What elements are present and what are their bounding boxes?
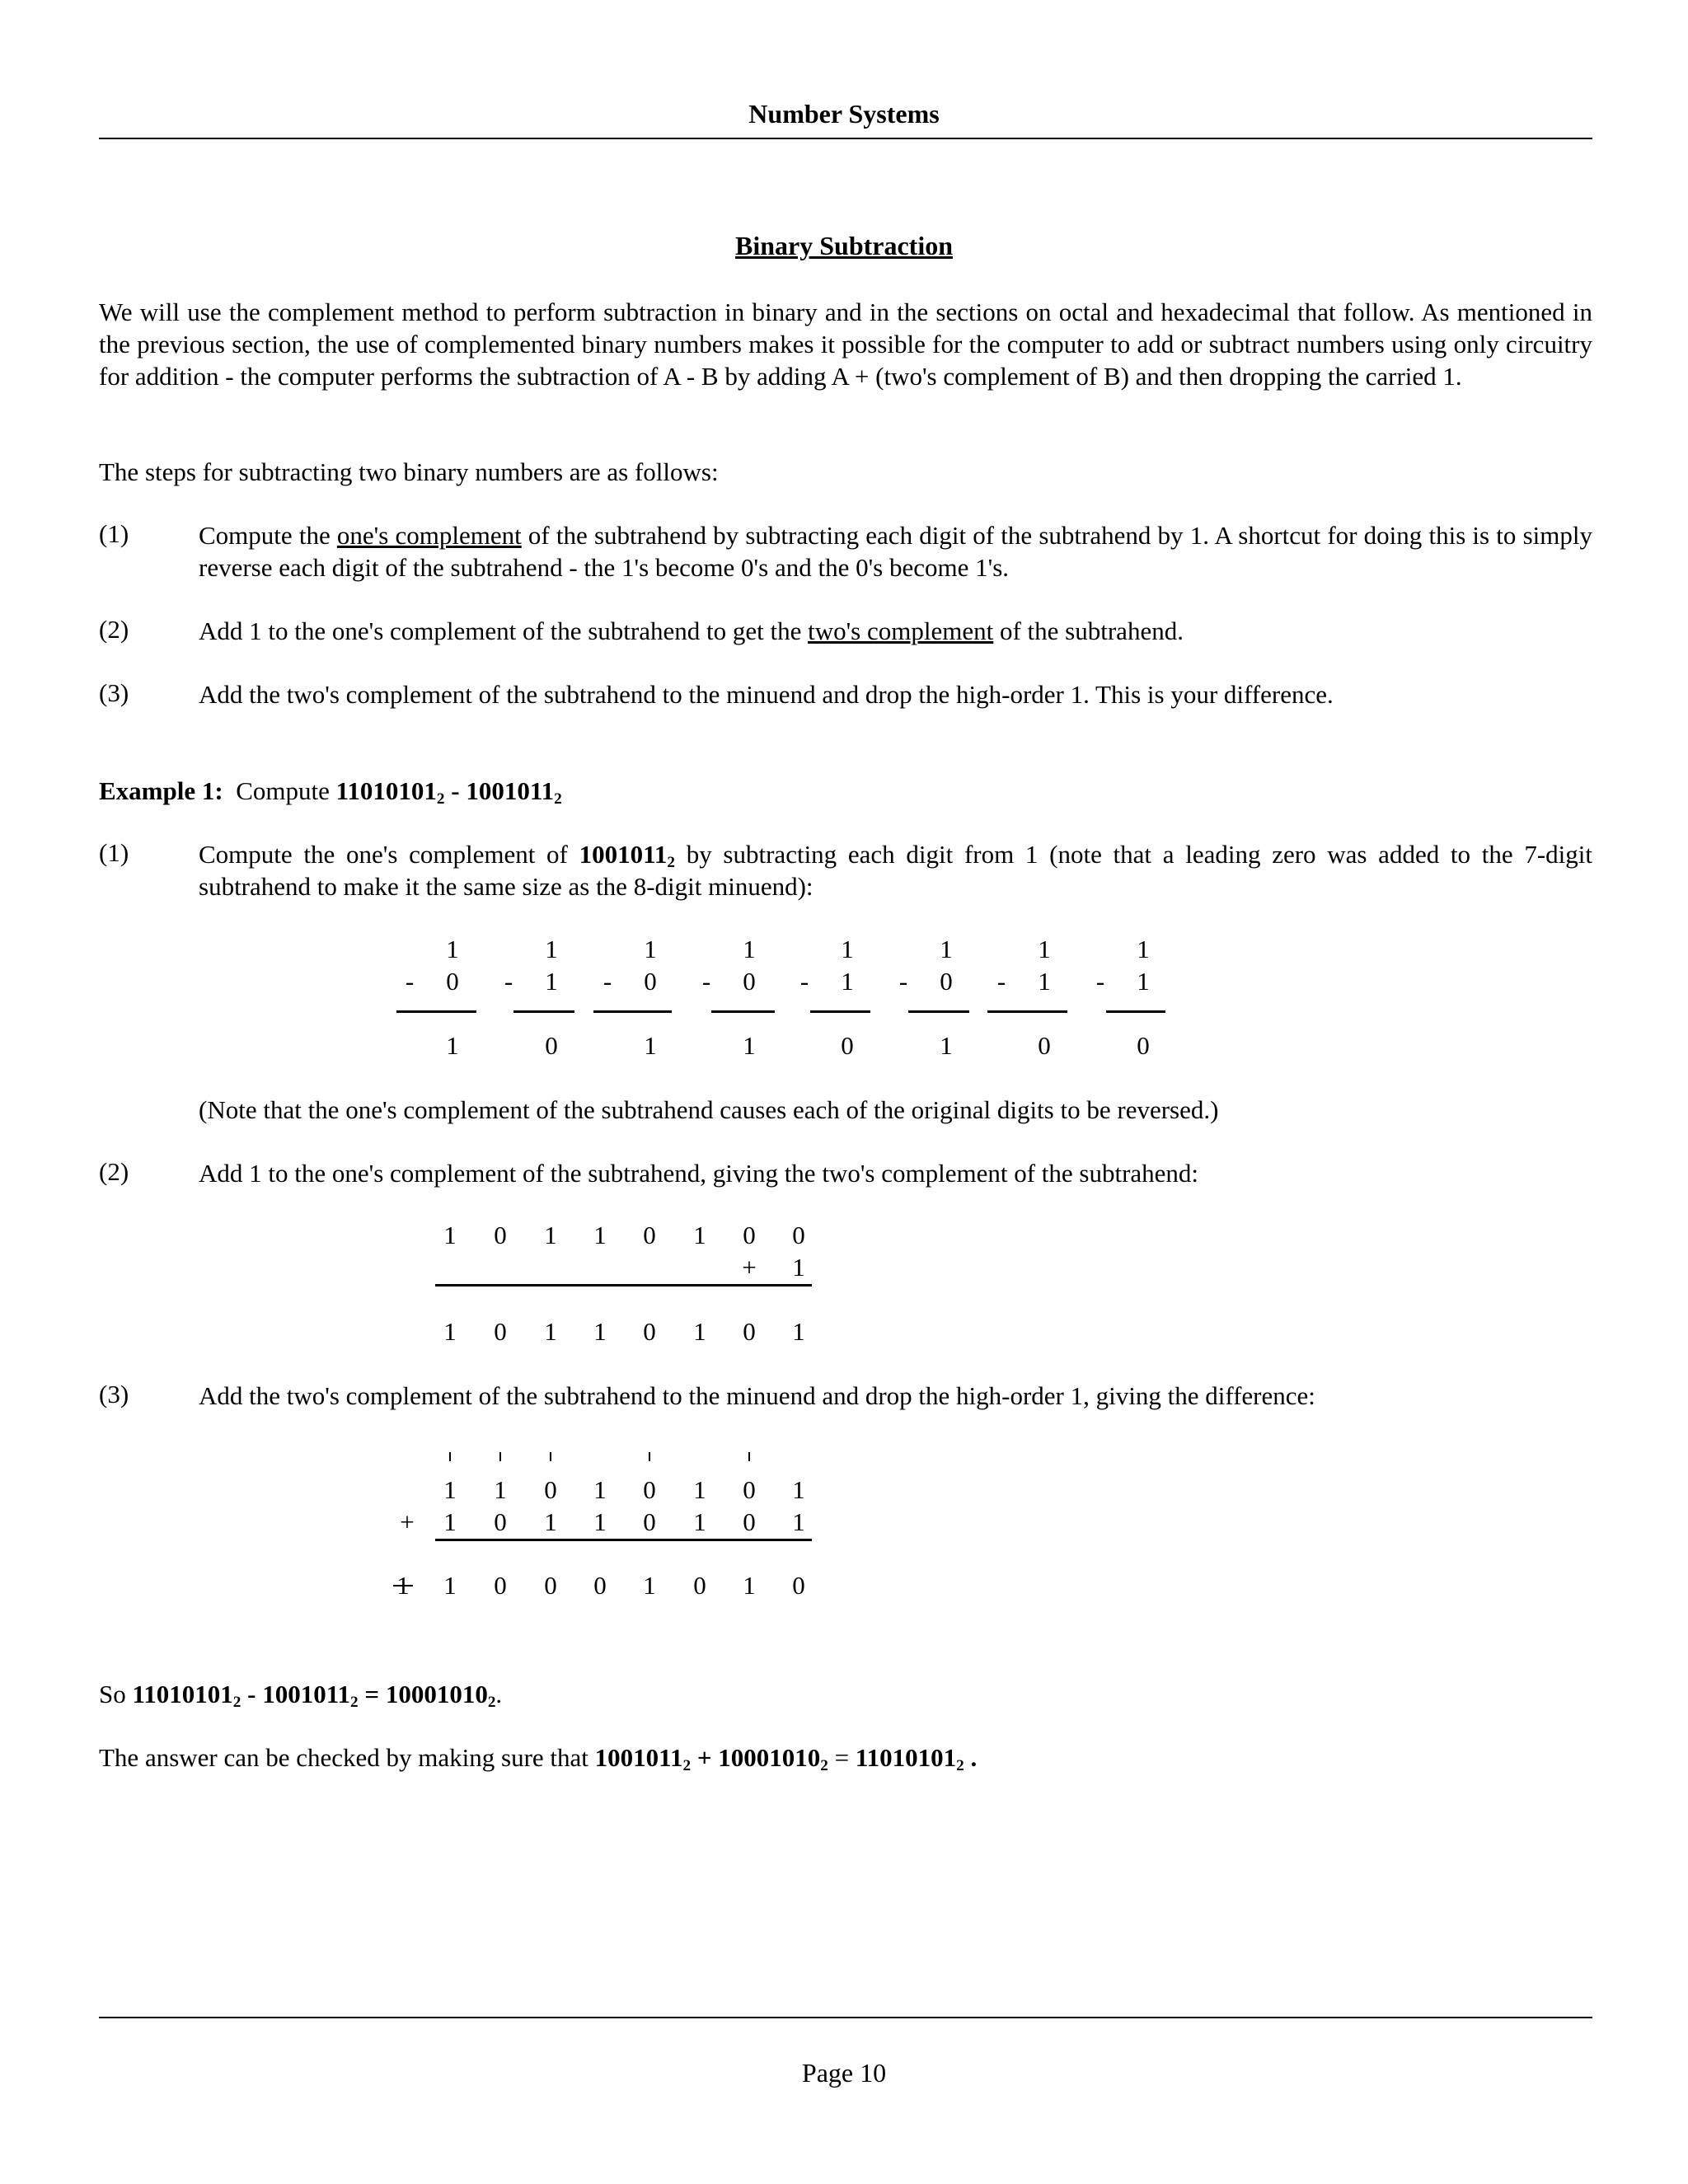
twos-complement-digit: 1	[693, 1317, 706, 1346]
footer-rule	[99, 2017, 1592, 2018]
subtrahend-digit: 1	[545, 967, 558, 996]
difference-rule	[593, 1010, 672, 1013]
step-2-text: Add 1 to the one's complement of the subtrahend to get the two's complement of the subtrahend.	[199, 616, 1184, 645]
ones-complement-digit: 1	[743, 1031, 756, 1060]
step-1-text: Compute the one's complement of the subtrahend by subtracting each digit of the subtrahend by 1. A shortcut for doing this is to simply reverse each digit of the subtrahend - the 1's become 0's and the 0's become 1's.	[199, 521, 1592, 582]
minuend-digit: 1	[693, 1475, 706, 1504]
carry-mark	[499, 1452, 501, 1461]
twos-complement-digit: 1	[544, 1317, 557, 1346]
ones-complement-digit: 0	[792, 1221, 805, 1249]
twos-complement-digit: 1	[792, 1317, 805, 1346]
twos-complement-digit: 0	[743, 1317, 756, 1346]
minus-sign: -	[405, 967, 415, 996]
twos-complement-digit: 0	[643, 1507, 656, 1536]
difference-digit: 0	[544, 1571, 557, 1600]
minuend-digit: 1	[593, 1475, 607, 1504]
minuend-digit: 0	[743, 1475, 756, 1504]
minuend-digit: 1	[1137, 935, 1150, 963]
ones-complement-digit: 0	[841, 1031, 854, 1060]
term-ones-complement: one's complement	[336, 521, 522, 550]
minuend-digit: 1	[1038, 935, 1051, 963]
twos-complement-digit: 1	[593, 1507, 607, 1536]
step-1-number: (1)	[99, 519, 129, 548]
difference-digit: 0	[593, 1571, 607, 1600]
check-line: The answer can be checked by making sure that $1001011_2 + 10001010_2 = 11010101_2$ .	[99, 1743, 978, 1774]
ones-complement-note: (Note that the one's complement of the subtrahend causes each of the original digits to be reversed.)	[199, 1095, 1219, 1124]
twos-complement-digit: 1	[443, 1317, 457, 1346]
header-rule	[99, 138, 1592, 139]
minus-sign: -	[1095, 967, 1105, 996]
twos-complement-digit: 0	[743, 1507, 756, 1536]
subtrahend-digit: 0	[940, 967, 953, 996]
ones-complement-digit: 1	[443, 1221, 457, 1249]
minuend-digit: 1	[545, 935, 558, 963]
twos-complement-digit: 1	[693, 1507, 706, 1536]
minuend-digit: 1	[841, 935, 854, 963]
difference-rule	[1106, 1010, 1165, 1013]
difference-rule	[396, 1010, 476, 1013]
minus-sign: -	[504, 967, 513, 996]
twos-complement-digit: 1	[544, 1507, 557, 1536]
minuend-digit: 0	[544, 1475, 557, 1504]
twos-complement-digit: 1	[443, 1507, 457, 1536]
subtrahend-digit: 0	[446, 967, 459, 996]
carry-mark	[649, 1452, 650, 1461]
carry-mark	[550, 1452, 551, 1461]
ones-complement-digit: 1	[693, 1221, 706, 1249]
plus-sign: +	[742, 1253, 757, 1282]
minus-sign: -	[898, 967, 908, 996]
page-number: Page 10	[801, 2058, 887, 2088]
minuend-digit: 1	[940, 935, 953, 963]
addend-digit: 1	[792, 1253, 805, 1282]
difference-rule	[513, 1010, 574, 1013]
example-step-3-number: (3)	[99, 1380, 129, 1408]
minus-sign: -	[603, 967, 612, 996]
sum-rule	[435, 1284, 812, 1286]
twos-complement-digit: 1	[792, 1507, 805, 1536]
difference-rule	[987, 1010, 1067, 1013]
ones-complement-digit: 0	[1137, 1031, 1150, 1060]
twos-complement-digit: 0	[494, 1507, 507, 1536]
step-3-number: (3)	[99, 678, 129, 707]
minuend-digit: 1	[792, 1475, 805, 1504]
subtrahend-digit: 0	[743, 967, 756, 996]
difference-digit: 0	[792, 1571, 805, 1600]
example-heading: Example 1: Compute $11010101_2 - 1001011_2$	[99, 776, 562, 808]
step-2-number: (2)	[99, 615, 129, 644]
minuend-digit: 1	[494, 1475, 507, 1504]
ones-complement-digit: 1	[544, 1221, 557, 1249]
ones-complement-digit: 0	[1038, 1031, 1051, 1060]
carry-mark	[748, 1452, 750, 1461]
ones-complement-digit: 0	[743, 1221, 756, 1249]
subtrahend-digit: 1	[1137, 967, 1150, 996]
difference-digit: 1	[743, 1571, 756, 1600]
minuend-digit: 1	[443, 1475, 457, 1504]
example-step-1-text: Compute the one's complement of $1001011_2$ by subtracting each digit from 1 (note that a leading zero was added to the 7-digit subtrahend to make it the same size as the 8-digit minuend):	[199, 840, 1592, 901]
subtrahend-digit: 1	[841, 967, 854, 996]
example-step-1-number: (1)	[99, 838, 129, 867]
difference-digit: 1	[443, 1571, 457, 1600]
strikethrough-mark	[393, 1585, 413, 1586]
section-title: Binary Subtraction	[734, 231, 954, 260]
difference-rule	[711, 1010, 775, 1013]
running-header-title: Number Systems	[748, 99, 940, 129]
minus-sign: -	[996, 967, 1006, 996]
twos-complement-digit: 0	[494, 1317, 507, 1346]
minuend-digit: 0	[643, 1475, 656, 1504]
difference-digit: 1	[643, 1571, 656, 1600]
difference-digit: 0	[494, 1571, 507, 1600]
intro-paragraph: We will use the complement method to perform subtraction in binary and in the sections on octal and hexadecimal that follow. As mentioned in the previous section, the use of complemented binary numbers makes it possible for the computer to add or subtract numbers using only circuitry for addition - the computer performs the subtraction of A - B by adding A + (two's complement of B) and then dropping the carried 1.	[99, 298, 1592, 391]
subtrahend-digit: 0	[644, 967, 657, 996]
sum-rule	[435, 1539, 812, 1541]
difference-rule	[908, 1010, 969, 1013]
example-step-2-number: (2)	[99, 1157, 129, 1186]
term-twos-complement: two's complement	[808, 616, 994, 645]
minus-sign: -	[701, 967, 711, 996]
conclusion-line: So $11010101_2 - 1001011_2 = 10001010_2$.	[99, 1680, 503, 1711]
minuend-digit: 1	[743, 935, 756, 963]
difference-digit: 0	[693, 1571, 706, 1600]
ones-complement-digit: 0	[643, 1221, 656, 1249]
difference-rule	[810, 1010, 870, 1013]
plus-sign: +	[400, 1507, 415, 1536]
ones-complement-digit: 1	[446, 1031, 459, 1060]
twos-complement-digit: 0	[643, 1317, 656, 1346]
minuend-digit: 1	[446, 935, 459, 963]
example-step-2-text: Add 1 to the one's complement of the subtrahend, giving the two's complement of the subtrahend:	[199, 1159, 1199, 1188]
ones-complement-digit: 1	[644, 1031, 657, 1060]
ones-complement-digit: 0	[494, 1221, 507, 1249]
ones-complement-digit: 0	[545, 1031, 558, 1060]
twos-complement-digit: 1	[593, 1317, 607, 1346]
minuend-digit: 1	[644, 935, 657, 963]
minus-sign: -	[799, 967, 809, 996]
ones-complement-digit: 1	[593, 1221, 607, 1249]
subtrahend-digit: 1	[1038, 967, 1051, 996]
step-3-text: Add the two's complement of the subtrahend to the minuend and drop the high-order 1. This is your difference.	[199, 680, 1334, 709]
dropped-carry-digit: 1	[396, 1571, 410, 1600]
steps-intro: The steps for subtracting two binary numbers are as follows:	[99, 457, 719, 486]
ones-complement-digit: 1	[940, 1031, 953, 1060]
example-step-3-text: Add the two's complement of the subtrahend to the minuend and drop the high-order 1, giving the difference:	[199, 1381, 1315, 1410]
carry-mark	[449, 1452, 451, 1461]
